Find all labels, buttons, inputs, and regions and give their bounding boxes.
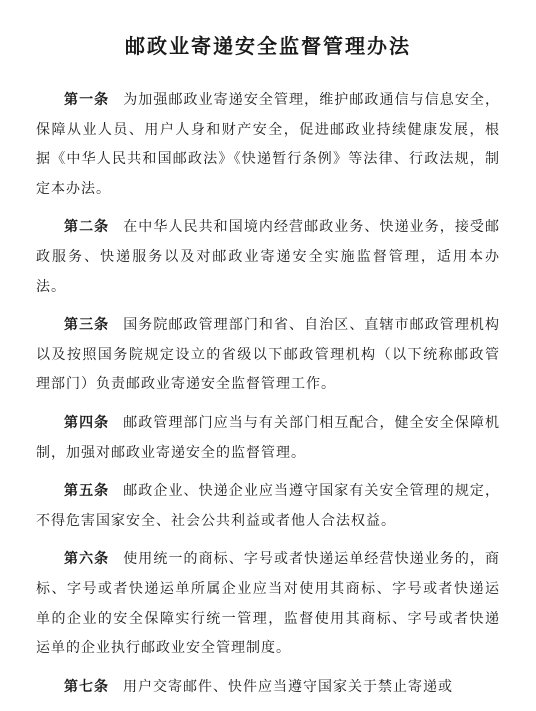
article-6 <box>36 545 500 663</box>
article-list <box>36 86 500 711</box>
article-5 <box>36 477 500 536</box>
article-text: 用户交寄邮件、快件应当遵守国家关于禁止寄递或 <box>123 678 453 695</box>
article-number: 第一条 <box>64 92 110 108</box>
article-number: 第二条 <box>64 219 110 236</box>
article-text: 在中华人民共和国境内经营邮政业务、快递业务，接受邮政服务、快递服务以及对邮政业寄递安全实施监督管理，适用本办法。 <box>36 219 501 295</box>
article-1 <box>36 86 500 204</box>
article-number: 第六条 <box>64 551 110 568</box>
document-title: 邮政业寄递安全监督管理办法 <box>125 34 411 58</box>
article-text: 邮政管理部门应当与有关部门相互配合，健全安全保障机制，加强对邮政业寄递安全的监督管理。 <box>36 414 501 461</box>
article-text: 为加强邮政业寄递安全管理，维护邮政通信与信息安全，保障从业人员、用户人身和财产安全，促进邮政业持续健康发展，根据《中华人民共和国邮政法》《快递暂行条例》等法律、行政法规，制定本办法。 <box>36 92 501 197</box>
article-number: 第三条 <box>64 317 110 334</box>
article-7 <box>36 673 500 703</box>
article-text: 国务院邮政管理部门和省、自治区、直辖市邮政管理机构以及按照国务院规定设立的省级以下邮政管理机构（以下统称邮政管理部门）负责邮政业寄递安全监督管理工作。 <box>36 317 501 393</box>
article-number: 第七条 <box>64 678 109 695</box>
article-number: 第四条 <box>64 414 110 431</box>
article-2 <box>36 213 500 302</box>
article-3 <box>36 311 500 400</box>
article-4 <box>36 409 500 468</box>
article-number: 第五条 <box>64 483 110 500</box>
article-text: 邮政企业、快递企业应当遵守国家有关安全管理的规定，不得危害国家安全、社会公共利益或者他人合法权益。 <box>36 483 501 529</box>
article-text: 使用统一的商标、字号或者快递运单经营快递业务的，商标、字号或者快递运单所属企业应当对使用其商标、字号或者快递运单的企业的安全保障实行统一管理，监督使用其商标、字号或者快递运单的企业执行邮政业安全管理制度。 <box>36 551 501 657</box>
